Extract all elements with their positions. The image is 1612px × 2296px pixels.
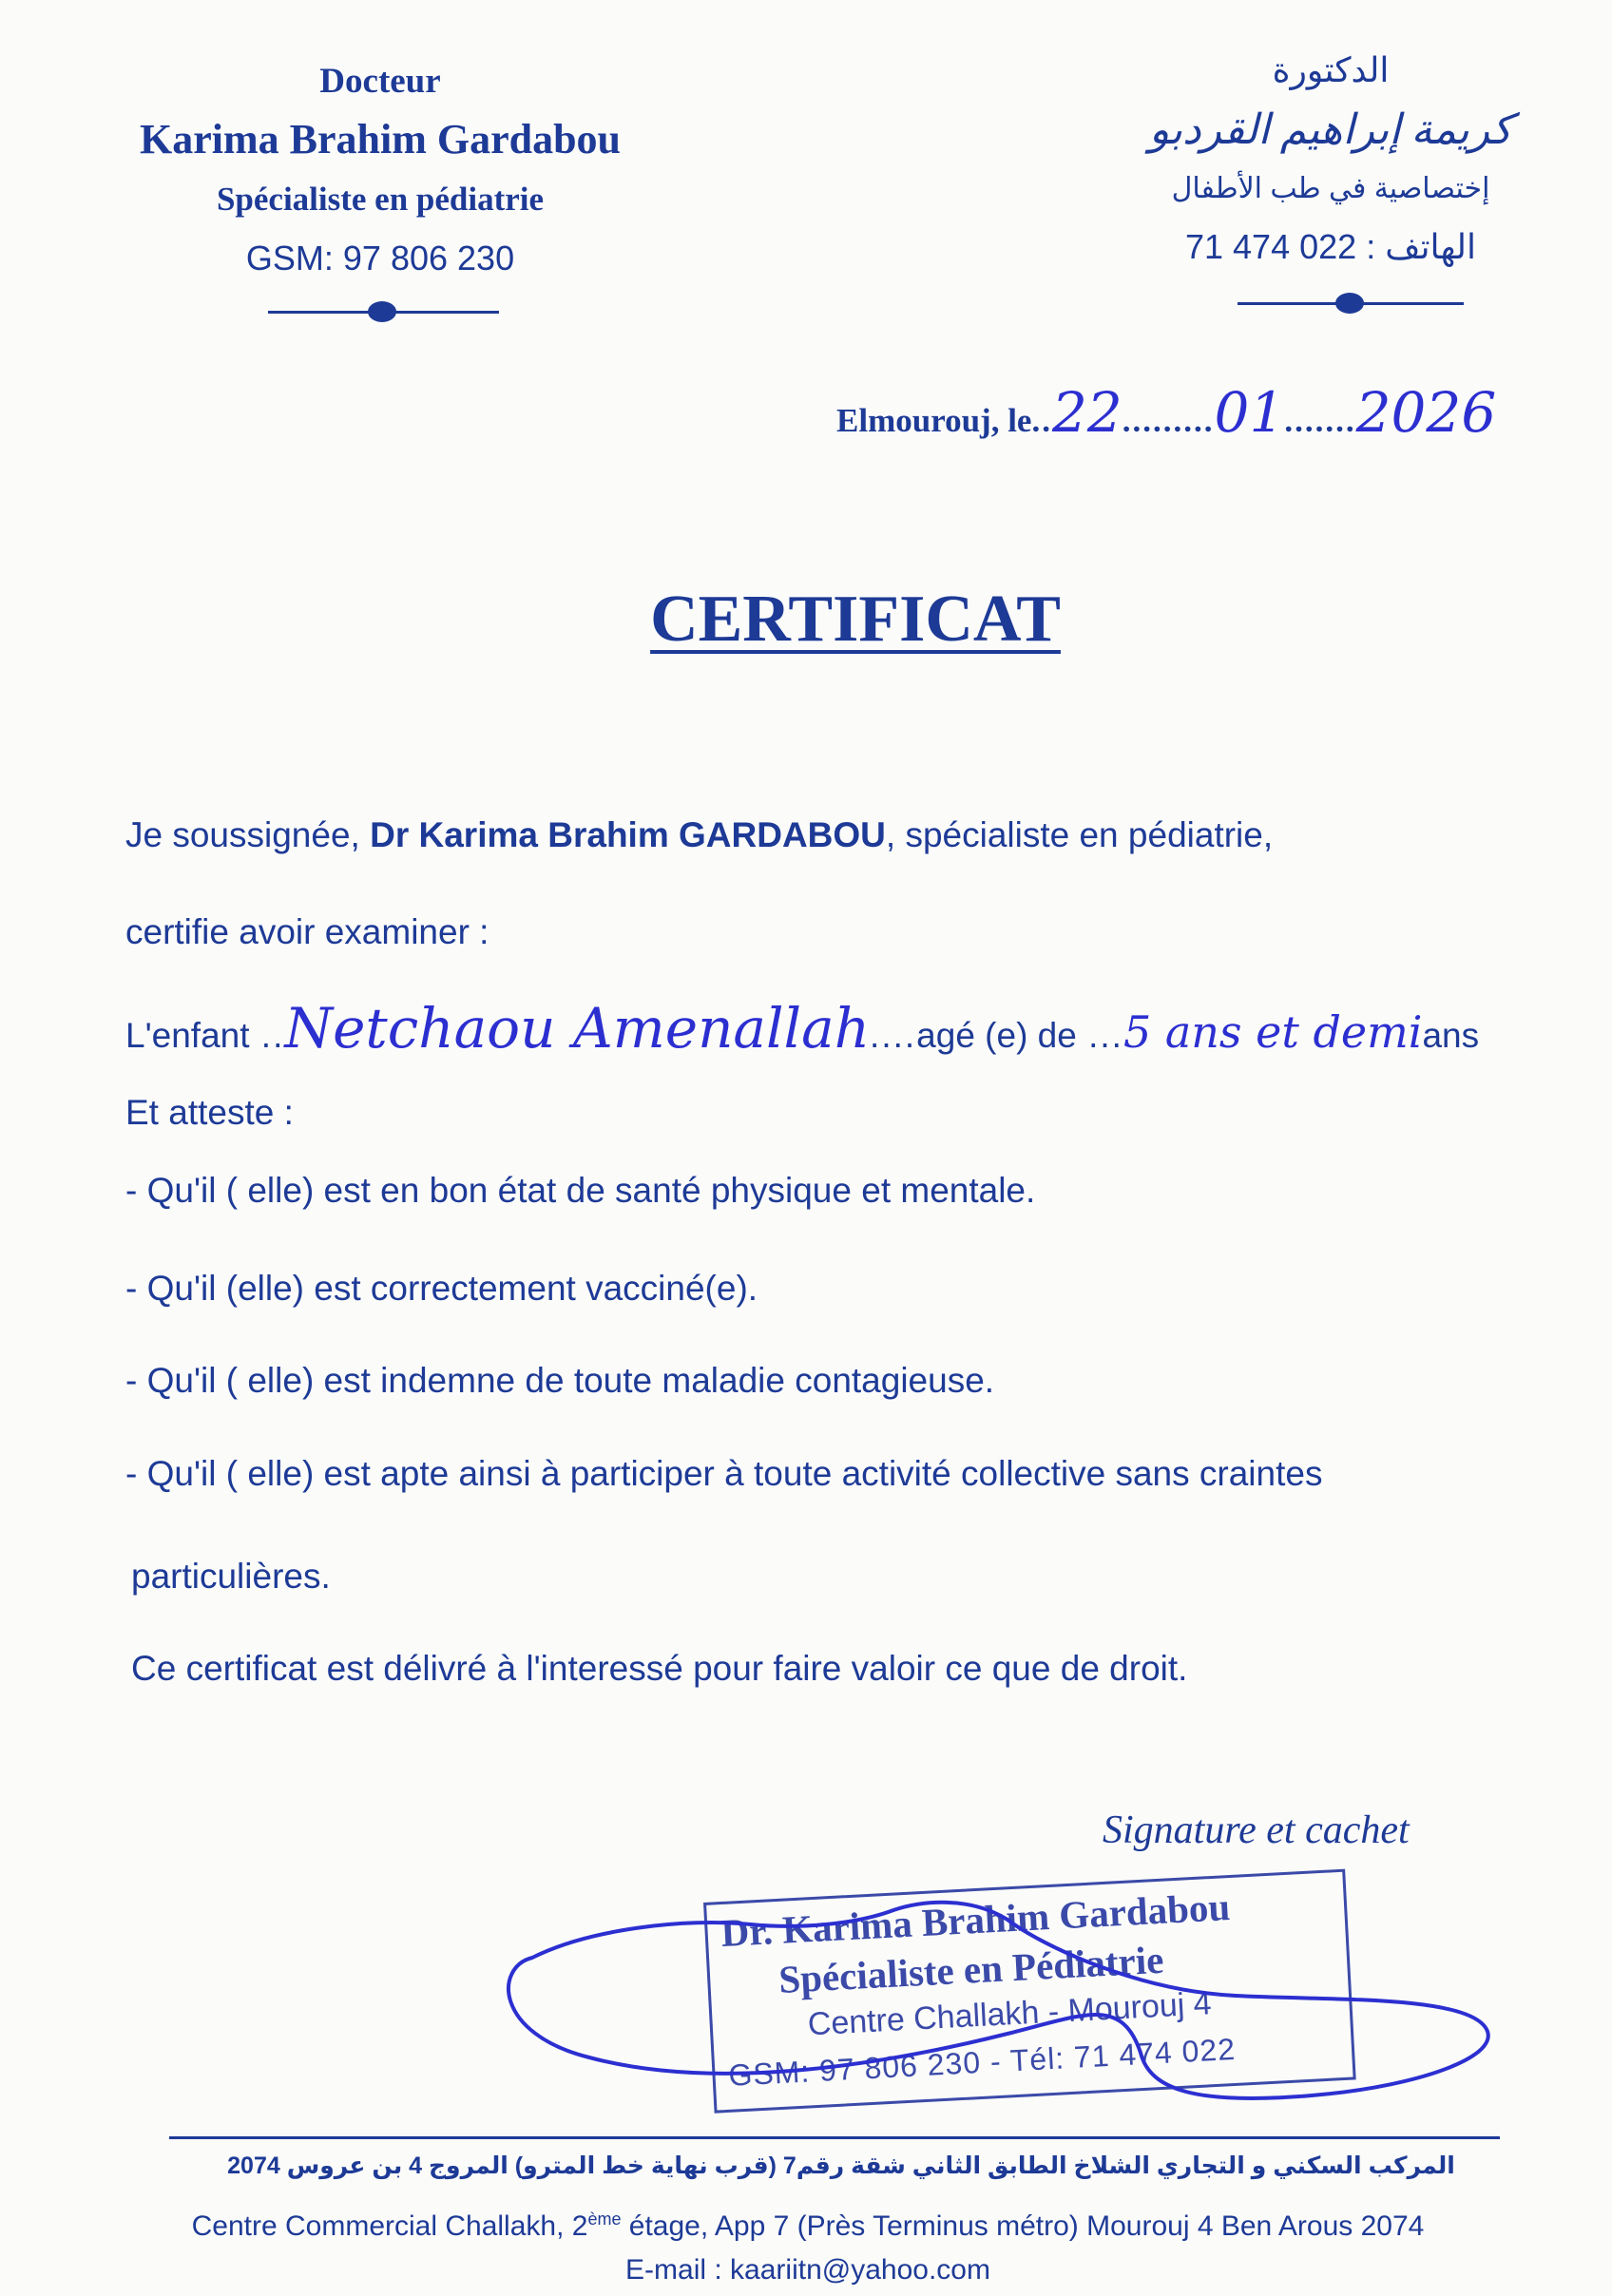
attest-line: Et atteste : [125, 1093, 294, 1132]
header-right-phone-row [1065, 217, 1597, 277]
intro-prefix: Je soussignée, [125, 815, 360, 854]
header-left-title: Docteur [319, 62, 441, 101]
child-line: L'enfant ..Netchaou Amenallah....agé (e) de ...5 ans et demians [125, 996, 1480, 1061]
header-right-phone-label: الهاتف : [1366, 227, 1477, 266]
header-left-name: Karima Brahim Gardabou [139, 116, 622, 163]
document-title-wrap [570, 582, 1141, 658]
date-year: 2026 [1355, 380, 1497, 445]
header-right [1065, 42, 1597, 277]
footer-email: E-mail : kaariitn@yahoo.com [625, 2254, 990, 2286]
header-left-specialty: Spécialiste en pédiatrie [216, 181, 545, 218]
header-right-specialty: إختصاصية في طب الأطفال [1171, 173, 1490, 204]
age-label: agé (e) de [916, 1016, 1077, 1055]
child-label: L'enfant [125, 1016, 250, 1055]
footer-address [143, 2210, 1473, 2243]
intro-line [125, 815, 1273, 855]
handwritten-signature [475, 1891, 1521, 2138]
header-right-divider-dot [1335, 293, 1364, 314]
signature-label: Signature et cachet [1103, 1808, 1410, 1852]
age-value: 5 ans et demi [1123, 1006, 1423, 1058]
header-left [95, 55, 665, 289]
date-month: 01 [1214, 380, 1285, 445]
footer-arabic-address: المركب السكني و التجاري الشلاخ الطابق الثاني شقة رقم7 (قرب نهاية خط المترو) المروج 4 بن عروس 2074 [227, 2152, 1455, 2179]
document-title: CERTIFICAT [650, 583, 1061, 656]
intro-doctor-name: Dr Karima Brahim GARDABOU [370, 815, 886, 854]
stamp-line-3: Centre Challakh - Mourouj 4 [806, 1985, 1213, 2043]
header-right-phone: 71 474 022 [1184, 227, 1357, 266]
intro-suffix: , spécialiste en pédiatrie, [885, 815, 1274, 854]
header-right-name: كريمة إبراهيم القردبو [1149, 106, 1512, 153]
certify-line: certifie avoir examiner : [125, 912, 489, 951]
footer-address-pre: Centre Commercial Challakh, 2 [191, 2210, 588, 2242]
child-name: Netchaou Amenallah [284, 996, 871, 1061]
attest-item-3: - Qu'il ( elle) est indemne de toute maladie contagieuse. [125, 1361, 995, 1400]
date-prefix: Elmourouj, le [836, 402, 1032, 439]
closing-line: Ce certificat est délivré à l'interessé pour faire valoir ce que de droit. [131, 1649, 1188, 1688]
footer-address-post: étage, App 7 (Près Terminus métro) Mourouj 4 Ben Arous 2074 [621, 2210, 1425, 2242]
attest-item-4: - Qu'il ( elle) est apte ainsi à participer à toute activité collective sans craintes [125, 1454, 1323, 1493]
attest-item-2: - Qu'il (elle) est correctement vacciné(e). [125, 1269, 758, 1308]
age-suffix: ans [1422, 1016, 1480, 1055]
footer-address-sup: ème [587, 2210, 622, 2229]
header-left-divider-dot [368, 301, 396, 322]
stamp-line-2: Spécialiste en Pédiatrie [777, 1937, 1165, 2001]
header-left-phone: GSM: 97 806 230 [245, 239, 515, 277]
date-day: 22 [1051, 380, 1123, 445]
date-line: Elmourouj, le..22.........01.......2026 [836, 380, 1497, 445]
attest-item-4-cont: particulières. [131, 1557, 331, 1596]
header-right-title: الدكتورة [1272, 50, 1390, 89]
footer-rule [169, 2136, 1500, 2139]
stamp-line-1: Dr. Karima Brahim Gardabou [720, 1885, 1232, 1956]
stamp-line-4: GSM: 97 806 230 - Tél: 71 474 022 [727, 2031, 1237, 2093]
attest-item-1: - Qu'il ( elle) est en bon état de santé physique et mentale. [125, 1171, 1036, 1210]
